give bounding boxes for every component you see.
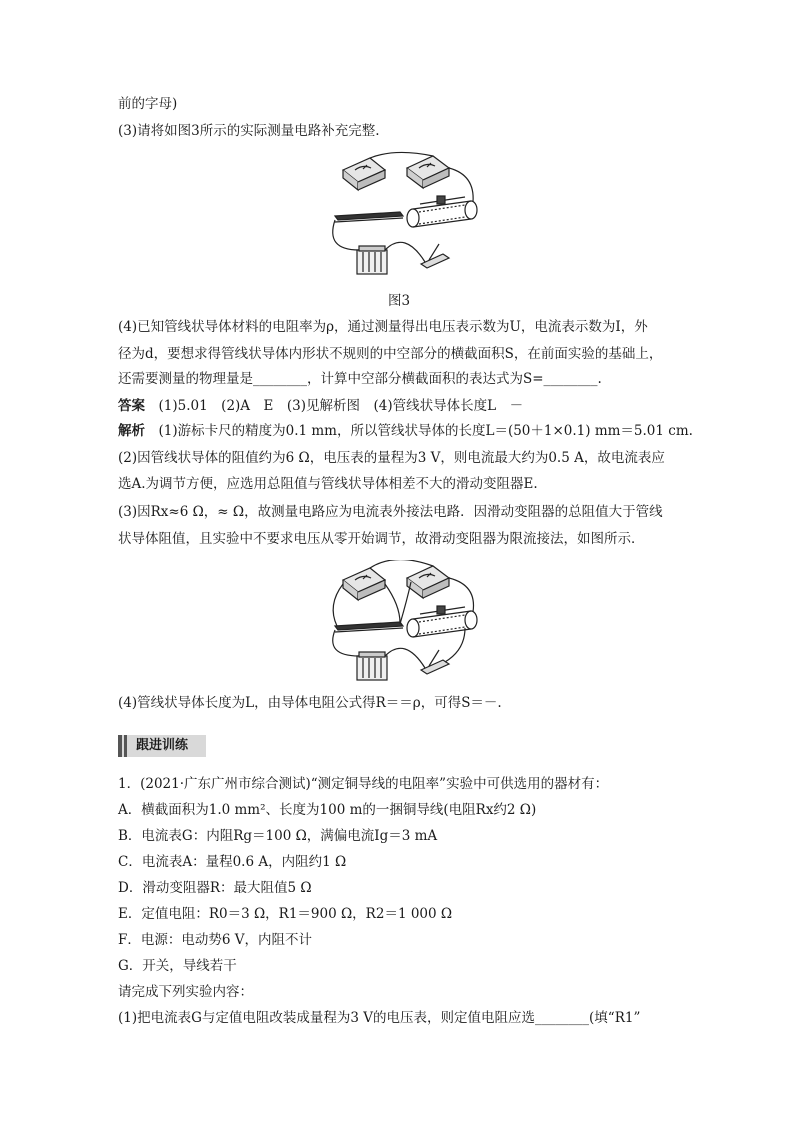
switch-icon (421, 650, 449, 674)
battery-icon (357, 246, 387, 274)
text-line-1: 前的字母) (118, 96, 178, 112)
analysis-line-1: 解析 (1)游标卡尺的精度为0.1 mm，所以管线状导体的长度L＝(50＋1×0.1) mm＝5.01 cm. (118, 423, 693, 439)
rheostat-icon (407, 196, 477, 227)
voltmeter-icon (343, 568, 385, 600)
analysis-line-6: (4)管线状导体长度为L，由导体电阻公式得R＝＝ρ，可得S＝－. (118, 695, 502, 711)
question-option-g: G．开关，导线若干 (118, 958, 237, 974)
text-line-5: 还需要测量的物理量是________，计算中空部分横截面积的表达式为S=________. (118, 371, 602, 387)
section-label (118, 735, 206, 757)
figure-caption: 图3 (388, 293, 411, 309)
question-instruction: 请完成下列实验内容： (118, 984, 253, 1000)
question-option-e: E．定值电阻：R0＝3 Ω，R1＝900 Ω，R2＝1 000 Ω (118, 906, 453, 922)
text-line-2: (3)请将如图3所示的实际测量电路补充完整. (118, 123, 380, 139)
text-line-3: (4)已知管线状导体材料的电阻率为ρ，通过测量得出电压表示数为U，电流表示数为I，外 (118, 319, 648, 335)
voltmeter-icon (343, 158, 385, 190)
rheostat-icon (407, 606, 477, 637)
switch-icon (421, 244, 449, 268)
question-option-f: F．电源：电动势6 V，内阻不计 (118, 932, 312, 948)
question-line-1: 1．(2021·广东广州市综合测试)“测定铜导线的电阻率”实验中可供选用的器材有： (118, 776, 609, 792)
analysis-line-2: (2)因管线状导体的阻值约为6 Ω，电压表的量程为3 V，则电流最大约为0.5 A，故电流表应 (118, 450, 665, 466)
question-option-b: B．电流表G：内阻Rg＝100 Ω，满偏电流Ig＝3 mA (118, 828, 438, 844)
analysis-line-5: 状导体阻值，且实验中不要求电压从零开始调节，故滑动变阻器为限流接法，如图所示． (118, 531, 645, 547)
conductor-tube (335, 622, 403, 632)
circuit-figure-3 (325, 150, 485, 280)
ammeter-icon (407, 566, 449, 598)
section-label-text: 跟进训练 (136, 738, 189, 753)
answer-line: 答案 (1)5.01 (2)A E (3)见解析图 (4)管线状导体长度L － (118, 398, 524, 414)
text-line-4: 径为d，要想求得管线状导体内形状不规则的中空部分的横截面积S，在前面实验的基础上， (118, 346, 663, 362)
circuit-figure-solution (325, 560, 485, 685)
analysis-line-3: 选A.为调节方便，应选用总阻值与管线状导体相差不大的滑动变阻器E. (118, 476, 538, 492)
question-option-c: C．电流表A：量程0.6 A，内阻约1 Ω (118, 854, 347, 870)
analysis-line-4: (3)因Rx≈6 Ω，≈ Ω，故测量电路应为电流表外接法电路．因滑动变阻器的总阻值大于管线 (118, 504, 663, 520)
conductor-tube (335, 212, 403, 222)
battery-icon (357, 652, 387, 680)
question-option-d: D．滑动变阻器R：最大阻值5 Ω (118, 880, 312, 896)
ammeter-icon (407, 156, 449, 188)
question-option-a: A．横截面积为1.0 mm²、长度为100 m的一捆铜导线(电阻Rx约2 Ω) (118, 802, 537, 818)
question-part-1: (1)把电流表G与定值电阻改装成量程为3 V的电压表，则定值电阻应选________(填“R1” (118, 1010, 641, 1026)
